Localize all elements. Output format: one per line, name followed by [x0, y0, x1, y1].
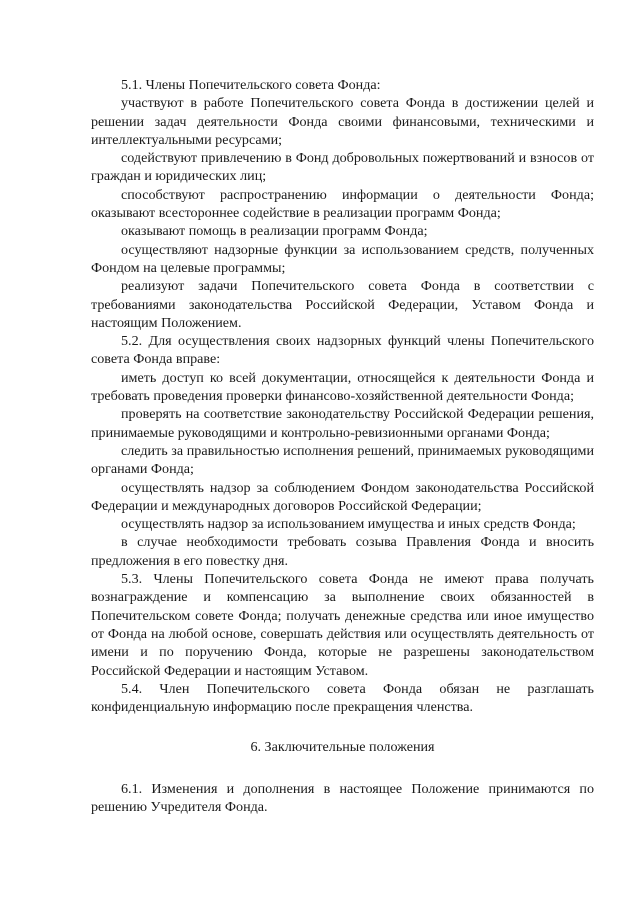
clause-5-2: 5.2. Для осуществления своих надзорных функций члены Попечительского совета Фонда вправе: [91, 333, 594, 368]
clause-5-2-item: следить за правильностью исполнения решений, принимаемых руководящими органами Фонда; [91, 442, 594, 478]
clause-6-1: 6.1. Изменения и дополнения в настоящее Положение принимаются по решению Учредителя Фонда. [91, 780, 594, 815]
clause-5-2-item: иметь доступ ко всей документации, относящейся к деятельности Фонда и требовать проведения проверки финансово-хозяйственной деятельности Фонда; [91, 369, 594, 405]
clause-5-1-item: участвуют в работе Попечительского совета Фонда в достижении целей и решении задач деятельности Фонда своими финансовыми, техническими и интеллектуальными ресурсами; [91, 95, 594, 148]
clause-5-2-item: осуществлять надзор за соблюдением Фондом законодательства Российской Федерации и международных договоров Российской Федерации; [91, 479, 594, 514]
spacer [91, 757, 594, 780]
clause-5-1-item: содействуют привлечению в Фонд добровольных пожертвований и взносов от граждан и юридических лиц; [91, 150, 594, 185]
document-page [91, 76, 594, 816]
clause-5-2-item: в случае необходимости требовать созыва Правления Фонда и вносить предложения в его повестку дня. [91, 534, 594, 569]
clause-5-1-item: оказывают помощь в реализации программ Фонда; [121, 223, 428, 240]
clause-5-2-item: проверять на соответствие законодательству Российской Федерации решения, принимаемые руководящими и контрольно-ревизионными органами Фонда; [91, 406, 594, 441]
clause-5-1-item: способствуют распространению информации о деятельности Фонда; оказывают всестороннее содействие в реализации программ Фонда; [91, 186, 594, 222]
clause-5-4: 5.4. Член Попечительского совета Фонда обязан не разглашать конфиденциальную информацию после прекращения членства. [91, 680, 594, 716]
clause-5-3: 5.3. Члены Попечительского совета Фонда не имеют права получать вознаграждение и компенсацию за выполнение своих обязанностей в Попечительском совете Фонда; получать денежные средства или иное имущество от Фонда на любой основе, совершать действия или осуществлять деятельность от имени и по поручению Фонда, которые не разрешены законодательством Российской Федерации и настоящим Уставом. [91, 571, 594, 679]
section-heading: 6. Заключительные положения [250, 739, 435, 756]
clause-5-1-item: осуществляют надзорные функции за использованием средств, полученных Фондом на целевые программы; [91, 241, 594, 276]
clause-5-2-item: осуществлять надзор за использованием имущества и иных средств Фонда; [121, 516, 576, 533]
clause-5-1-item: реализуют задачи Попечительского совета Фонда в соответствии с требованиями законодательства Российской Федерации, Уставом Фонда и настоящим Положением. [91, 278, 594, 331]
clause-5-1: 5.1. Члены Попечительского совета Фонда: [121, 77, 381, 93]
spacer [91, 716, 594, 738]
